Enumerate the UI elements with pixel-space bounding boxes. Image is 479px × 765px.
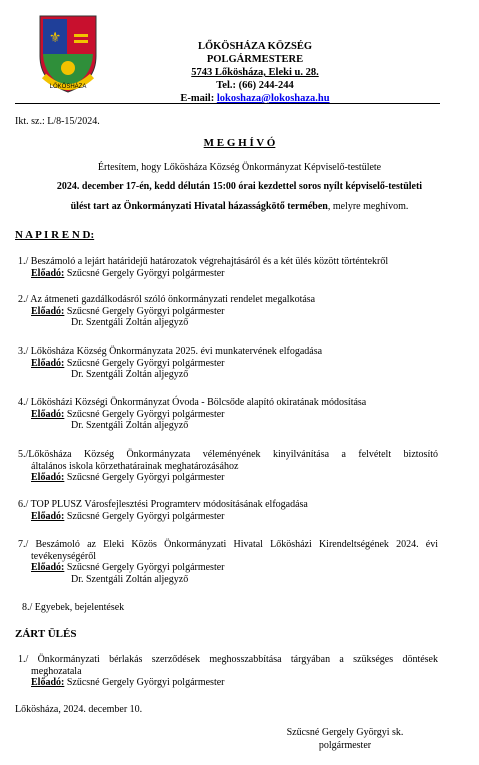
presenter-label: Előadó: xyxy=(31,267,65,279)
presenter-label: Előadó: xyxy=(31,562,65,573)
header-divider xyxy=(15,103,440,104)
org-address: 5743 Lőkösháza, Eleki u. 28. xyxy=(191,67,319,78)
agenda-item-text: 3./ Lőkösháza Község Önkormányzata 2025. évi munkatervének elfogadása xyxy=(18,346,323,357)
presenter-label: Előadó: xyxy=(31,305,65,317)
presenter-name: Dr. Szentgáli Zoltán aljegyző xyxy=(71,420,189,431)
intro-line3-rest: , melyre meghívom. xyxy=(327,201,409,212)
closed-session-heading: ZÁRT ÜLÉS xyxy=(15,628,77,640)
agenda-item-text: 5./Lőkösháza Község Önkormányzata véleményének kinyilvánítása a felvételt biztosító xyxy=(18,449,438,460)
org-name-line1: LŐKÖSHÁZA KÖZSÉG xyxy=(197,41,313,52)
closed-item-1 xyxy=(18,654,438,689)
agenda-item-text-cont: tevékenységéről xyxy=(31,550,96,562)
agenda-item-text: 7./ Beszámoló az Eleki Közös Önkormányzati Hivatal Lőkösházi Kirendeltségének 2024. évi xyxy=(18,539,438,550)
intro-line2: 2024. december 17-én, kedd délután 15:00 órai kezdettel soros nyílt képviselő-testületi xyxy=(56,181,423,192)
email-label: E-mail: xyxy=(180,93,215,104)
municipal-crest-logo xyxy=(34,12,102,94)
intro-line1: Értesítem, hogy Lőkösháza Község Önkormányzat Képviselő-testülete xyxy=(97,162,382,173)
agenda-item-1 xyxy=(18,256,438,279)
crest-label: LŐKÖSHÁZA xyxy=(49,84,87,90)
reference-number: Ikt. sz.: L/8-15/2024. xyxy=(15,116,100,127)
presenter-name: Szűcsné Gergely Györgyi polgármester xyxy=(66,677,225,688)
agenda-item-5 xyxy=(18,449,438,484)
presenter-label: Előadó: xyxy=(31,408,65,420)
agenda-item-7 xyxy=(18,539,438,585)
presenter-name: Dr. Szentgáli Zoltán aljegyző xyxy=(71,317,189,328)
agenda-item-text: 8./ Egyebek, bejelentések xyxy=(22,602,125,613)
agenda-item-text: 2./ Az átmeneti gazdálkodásról szóló önkormányzati rendelet megalkotása xyxy=(18,294,316,305)
presenter-name: Dr. Szentgáli Zoltán aljegyző xyxy=(71,573,189,585)
presenter-name: Szűcsné Gergely Györgyi polgármester xyxy=(66,562,225,573)
intro-line3 xyxy=(0,201,479,212)
agenda-item-3 xyxy=(18,346,438,381)
org-name-line2: POLGÁRMESTERE xyxy=(206,54,304,65)
intro-line3-bold: ülést tart az Önkormányzati Hivatal házasságkötő termében xyxy=(70,201,328,212)
presenter-name: Szűcsné Gergely Györgyi polgármester xyxy=(66,357,225,369)
svg-text:⚜: ⚜ xyxy=(48,30,62,46)
signature-role: polgármester xyxy=(318,740,372,751)
agenda-item-6 xyxy=(18,499,438,522)
agenda-item-2 xyxy=(18,294,438,329)
presenter-label: Előadó: xyxy=(31,510,65,522)
signature-name: Szűcsné Gergely Györgyi sk. xyxy=(286,727,404,738)
presenter-name: Szűcsné Gergely Györgyi polgármester xyxy=(66,305,225,317)
document-title: M E G H Í V Ó xyxy=(203,137,276,149)
presenter-label: Előadó: xyxy=(31,357,65,369)
presenter-name: Szűcsné Gergely Györgyi polgármester xyxy=(66,472,225,483)
email-link[interactable]: lokoshaza@lokoshaza.hu xyxy=(216,93,330,104)
org-phone: Tel.: (66) 244-244 xyxy=(216,80,294,91)
presenter-name: Dr. Szentgáli Zoltán aljegyző xyxy=(71,369,189,380)
agenda-item-8 xyxy=(22,602,442,614)
presenter-name: Szűcsné Gergely Györgyi polgármester xyxy=(66,510,225,522)
closed-item-text: 1./ Önkormányzati bérlakás szerződések meghosszabbítása tárgyában a szükséges döntések xyxy=(18,654,438,665)
presenter-label: Előadó: xyxy=(31,472,65,483)
closed-item-text-cont: meghozatala xyxy=(31,665,82,677)
presenter-label: Előadó: xyxy=(31,677,65,688)
agenda-item-text: 4./ Lőkösházi Községi Önkormányzat Óvoda - Bölcsőde alapító okiratának módosítása xyxy=(18,397,367,408)
place-date: Lőkösháza, 2024. december 10. xyxy=(15,704,143,715)
agenda-item-4 xyxy=(18,397,438,432)
presenter-name: Szűcsné Gergely Györgyi polgármester xyxy=(66,408,225,420)
presenter-name: Szűcsné Gergely Györgyi polgármester xyxy=(66,267,225,279)
agenda-item-text: 6./ TOP PLUSZ Városfejlesztési Programterv módosításának elfogadása xyxy=(18,499,308,510)
agenda-item-text-cont: általános iskola körzethatárainak meghatározásához xyxy=(31,460,239,472)
agenda-heading: N A P I R E N D: xyxy=(15,229,95,241)
agenda-item-text: 1./ Beszámoló a lejárt határidejű határozatok végrehajtásáról és a két ülés között történtekről xyxy=(18,256,389,267)
